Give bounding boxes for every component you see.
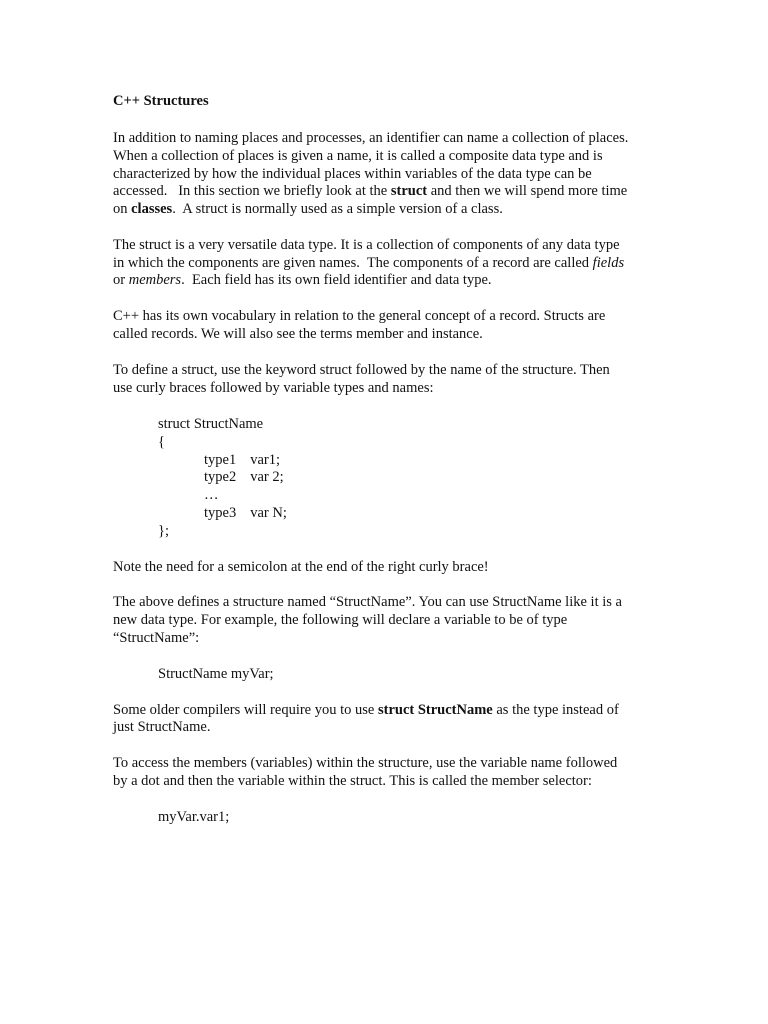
code-open-brace: { bbox=[158, 434, 165, 450]
code-close-brace: }; bbox=[158, 523, 169, 539]
code-struct-declaration: struct StructName bbox=[158, 416, 264, 432]
paragraph-3-line-1: C++ has its own vocabulary in relation to the general concept of a record. Structs are bbox=[113, 308, 606, 324]
bold-term-struct: struct bbox=[390, 183, 428, 199]
italic-term-fields: fields bbox=[592, 255, 625, 271]
text-span: or bbox=[113, 272, 129, 288]
paragraph-8-line-2: by a dot and then the variable within the struct. This is called the member selector: bbox=[113, 773, 592, 789]
code-var: var 2; bbox=[250, 469, 284, 485]
paragraph-4-line-2: use curly braces followed by variable types and names: bbox=[113, 380, 434, 396]
code-member-line-1 bbox=[204, 451, 280, 469]
code-member-line-3 bbox=[204, 504, 287, 522]
paragraph-6-line-1: The above defines a structure named “StructName”. You can use StructName like it is a bbox=[113, 594, 622, 610]
text-span: . Each field has its own field identifier and data type. bbox=[181, 272, 492, 288]
text-span: in which the components are given names. The components of a record are called bbox=[113, 255, 593, 271]
paragraph-6-line-3: “StructName”: bbox=[113, 630, 200, 646]
code-member-access: myVar.var1; bbox=[158, 809, 230, 825]
bold-term-classes: classes bbox=[131, 201, 173, 217]
paragraph-2-line-3 bbox=[113, 271, 492, 289]
paragraph-3-line-2: called records. We will also see the terms member and instance. bbox=[113, 326, 483, 342]
paragraph-2-line-2 bbox=[113, 254, 624, 272]
text-span: as the type instead of bbox=[492, 702, 619, 718]
code-variable-declaration: StructName myVar; bbox=[158, 666, 274, 682]
paragraph-7-line-2: just StructName. bbox=[113, 719, 211, 735]
paragraph-1-line-2: When a collection of places is given a name, it is called a composite data type and is bbox=[113, 148, 603, 164]
code-var: var N; bbox=[250, 505, 287, 521]
text-span: accessed. In this section we briefly look at the bbox=[113, 183, 391, 199]
bold-term-struct-structname: struct StructName bbox=[377, 702, 493, 718]
text-span: Some older compilers will require you to use bbox=[113, 702, 378, 718]
paragraph-1-line-5 bbox=[113, 200, 503, 218]
paragraph-2-line-1: The struct is a very versatile data type. It is a collection of components of any data type bbox=[113, 237, 620, 253]
code-type: type2 bbox=[204, 469, 237, 485]
text-span: and then we will spend more time bbox=[427, 183, 628, 199]
paragraph-7-line-1 bbox=[113, 701, 619, 719]
code-type: type1 bbox=[204, 452, 237, 468]
text-span: on bbox=[113, 201, 132, 217]
paragraph-8-line-1: To access the members (variables) within the structure, use the variable name followed bbox=[113, 755, 618, 771]
code-type: type3 bbox=[204, 505, 237, 521]
paragraph-1-line-4 bbox=[113, 182, 627, 200]
paragraph-4-line-1: To define a struct, use the keyword struct followed by the name of the structure. Then bbox=[113, 362, 610, 378]
paragraph-6-line-2: new data type. For example, the following will declare a variable to be of type bbox=[113, 612, 568, 628]
code-var: var1; bbox=[250, 452, 281, 468]
paragraph-5: Note the need for a semicolon at the end of the right curly brace! bbox=[113, 559, 489, 575]
text-span: . A struct is normally used as a simple version of a class. bbox=[172, 201, 503, 217]
code-member-line-2 bbox=[204, 468, 284, 486]
italic-term-members: members bbox=[128, 272, 182, 288]
code-ellipsis: … bbox=[204, 487, 219, 503]
page-title: C++ Structures bbox=[113, 93, 209, 109]
paragraph-1-line-3: characterized by how the individual places within variables of the data type can be bbox=[113, 166, 592, 182]
paragraph-1-line-1: In addition to naming places and processes, an identifier can name a collection of places. bbox=[113, 130, 629, 146]
